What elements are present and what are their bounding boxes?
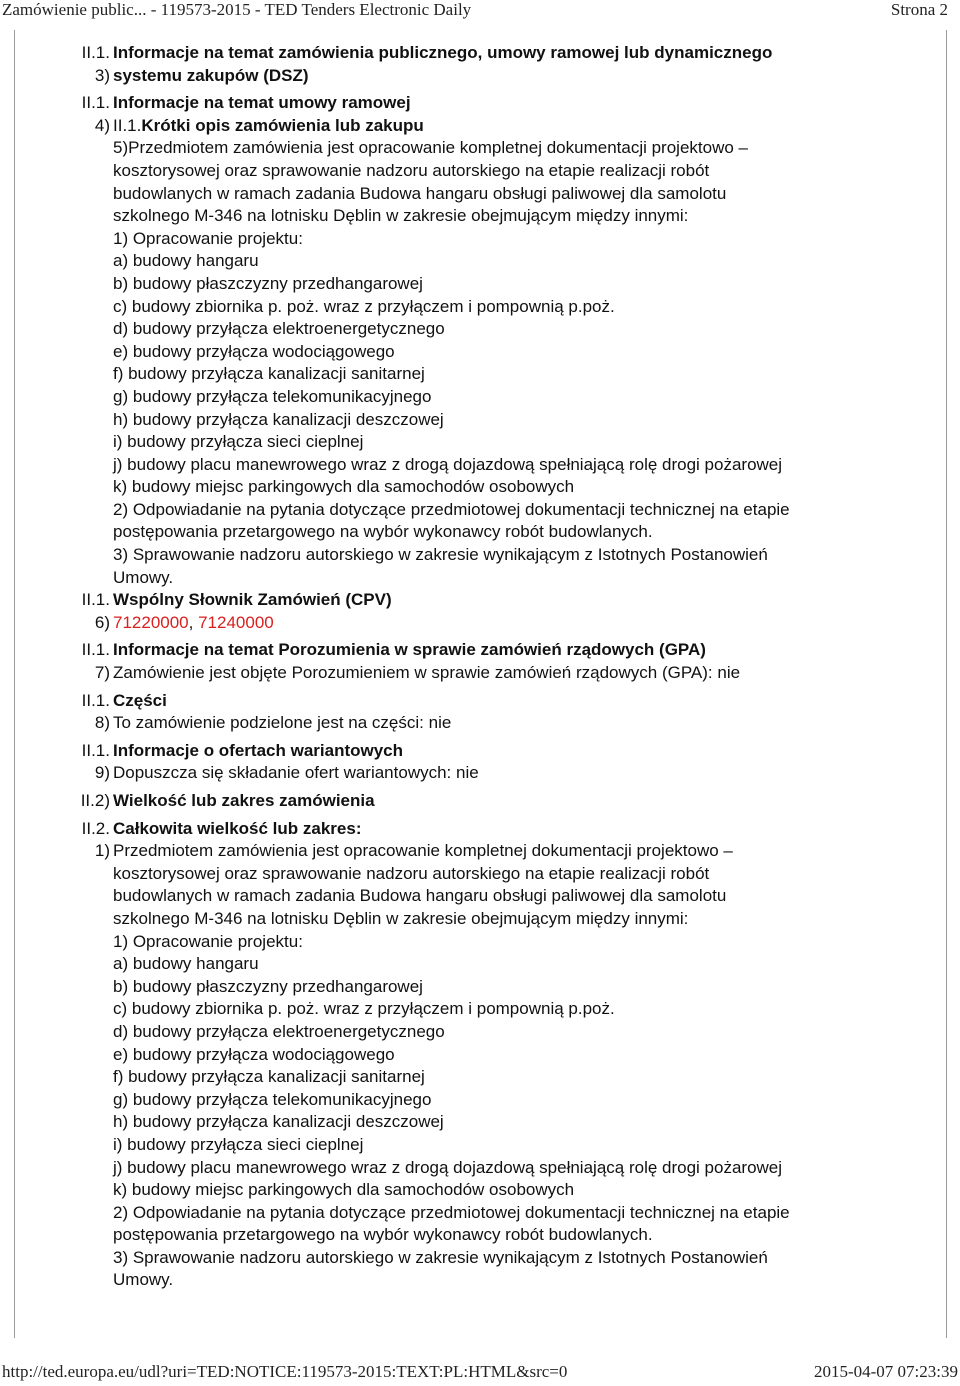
description-line: b) budowy płaszczyzny przedhangarowej (113, 976, 423, 996)
description-line: h) budowy przyłącza kanalizacji deszczowej (113, 1112, 444, 1132)
page-footer (0, 1362, 960, 1386)
description-line: 2) Odpowiadanie na pytania dotyczące przedmiotowej dokumentacji technicznej na etapie (113, 499, 790, 519)
description-line: k) budowy miejsc parkingowych dla samochodów osobowych (113, 1180, 575, 1200)
description-line: postępowania przetargowego na wybór wykonawcy robót budowlanych. (113, 522, 653, 542)
description-line: kosztorysowej oraz sprawowanie nadzoru autorskiego na etapie realizacji robót (113, 863, 710, 883)
description-line: a) budowy hangaru (113, 251, 259, 271)
section-title: Całkowita wielkość lub zakres: (113, 818, 362, 838)
description-line: f) budowy przyłącza kanalizacji sanitarnej (113, 364, 425, 384)
cpv-code-link[interactable]: 71240000 (198, 612, 274, 632)
section-ii-1-6 (0, 589, 960, 634)
description-line: e) budowy przyłącza wodociągowego (113, 1044, 395, 1064)
section-number: II.1. 8) (81, 690, 110, 733)
section-number: II.1. 4) (81, 93, 110, 135)
description-line: budowlanych w ramach zadania Budowa hangaru obsługi paliwowej dla samolotu (113, 183, 727, 203)
description-line: c) budowy zbiornika p. poż. wraz z przyłączem i pompownią p.poż. (113, 296, 615, 316)
description-line: szkolnego M-346 na lotnisku Dęblin w zakresie obejmującym między innymi: (113, 206, 689, 226)
description-line: Umowy. (113, 1270, 174, 1290)
section-number: II.1. 9) (81, 740, 110, 783)
section-ii-2 (0, 790, 960, 813)
section-ii-2-1 (0, 818, 960, 1292)
section-ii-1-8 (0, 690, 960, 735)
description-line: szkolnego M-346 na lotnisku Dęblin w zakresie obejmującym między innymi: (113, 908, 689, 928)
section-ii-1-9 (0, 740, 960, 785)
section-ii-1-5 (0, 115, 960, 589)
page-header (0, 0, 960, 24)
page-number: Strona 2 (890, 0, 948, 19)
section-title: Wspólny Słownik Zamówień (CPV) (113, 590, 392, 610)
section-number: II.2) (80, 791, 110, 810)
section-title: Informacje na temat Porozumienia w sprawie zamówień rządowych (GPA) (113, 640, 706, 660)
section-title: Części (113, 690, 167, 710)
description-line: j) budowy placu manewrowego wraz z drogą dojazdową spełniającą rolę drogi pożarowej (113, 454, 783, 474)
description-line: g) budowy przyłącza telekomunikacyjnego (113, 386, 432, 406)
description-line: Umowy. (113, 567, 174, 587)
section-ii-1-3 (0, 42, 960, 87)
section-text: To zamówienie podzielone jest na części: nie (113, 713, 452, 733)
description-line: f) budowy przyłącza kanalizacji sanitarnej (113, 1067, 425, 1087)
description-line: kosztorysowej oraz sprawowanie nadzoru autorskiego na etapie realizacji robót (113, 160, 710, 180)
description-line: 1) Opracowanie projektu: (113, 931, 303, 951)
description-line: b) budowy płaszczyzny przedhangarowej (113, 273, 423, 293)
section-ii-1-7 (0, 639, 960, 684)
cpv-codes: 71220000, 71240000 (113, 612, 274, 632)
description-line: i) budowy przyłącza sieci cieplnej (113, 432, 364, 452)
description-line: i) budowy przyłącza sieci cieplnej (113, 1134, 364, 1154)
section-title: Informacje o ofertach wariantowych (113, 740, 404, 760)
section-text: Dopuszcza się składanie ofert wariantowych: nie (113, 763, 479, 783)
section-title: Informacje na temat umowy ramowej (113, 93, 411, 113)
section-number: II.1. 6) (81, 590, 110, 632)
section-number: II.1. 7) (81, 640, 110, 683)
source-url: http://ted.europa.eu/udl?uri=TED:NOTICE:119573-2015:TEXT:PL:HTML&src=0 (2, 1362, 568, 1381)
document-title: Zamówienie public... - 119573-2015 - TED Tenders Electronic Daily (2, 0, 472, 19)
notice-content (0, 42, 960, 1292)
section-text: Zamówienie jest objęte Porozumieniem w sprawie zamówień rządowych (GPA): nie (113, 663, 741, 683)
description-line: k) budowy miejsc parkingowych dla samochodów osobowych (113, 477, 575, 497)
description-line: d) budowy przyłącza elektroenergetycznego (113, 1021, 445, 1041)
description-line: 3) Sprawowanie nadzoru autorskiego w zakresie wynikającym z Istotnych Postanowień (113, 1247, 768, 1267)
description-line: c) budowy zbiornika p. poż. wraz z przyłączem i pompownią p.poż. (113, 999, 615, 1019)
description-line: j) budowy placu manewrowego wraz z drogą dojazdową spełniającą rolę drogi pożarowej (113, 1157, 783, 1177)
description-first-line: 5)Przedmiotem zamówienia jest opracowanie kompletnej dokumentacji projektowo – (113, 138, 748, 158)
section-number: II.2. 1) (81, 818, 110, 861)
section-title: Wielkość lub zakres zamówienia (113, 791, 375, 810)
description-line: d) budowy przyłącza elektroenergetycznego (113, 319, 445, 339)
description-line: a) budowy hangaru (113, 954, 259, 974)
print-datetime: 2015-04-07 07:23:39 (813, 1362, 958, 1381)
description-line: h) budowy przyłącza kanalizacji deszczowej (113, 409, 444, 429)
description-line: Przedmiotem zamówienia jest opracowanie kompletnej dokumentacji projektowo – (113, 841, 733, 861)
description-line: e) budowy przyłącza wodociągowego (113, 341, 395, 361)
description-line: g) budowy przyłącza telekomunikacyjnego (113, 1089, 432, 1109)
description-line: budowlanych w ramach zadania Budowa hangaru obsługi paliwowej dla samolotu (113, 886, 727, 906)
cpv-code-link[interactable]: 71220000 (113, 612, 189, 632)
section-title: II.1.Krótki opis zamówienia lub zakupu (113, 115, 424, 135)
description-line: 2) Odpowiadanie na pytania dotyczące przedmiotowej dokumentacji technicznej na etapie (113, 1202, 790, 1222)
section-number: II.1. 3) (81, 43, 110, 85)
description-line: 1) Opracowanie projektu: (113, 228, 303, 248)
description-line: postępowania przetargowego na wybór wykonawcy robót budowlanych. (113, 1225, 653, 1245)
section-title: Informacje na temat zamówienia publicznego, umowy ramowej lub dynamicznego systemu zakupów (DSZ) (113, 43, 773, 85)
description-line: 3) Sprawowanie nadzoru autorskiego w zakresie wynikającym z Istotnych Postanowień (113, 545, 768, 565)
